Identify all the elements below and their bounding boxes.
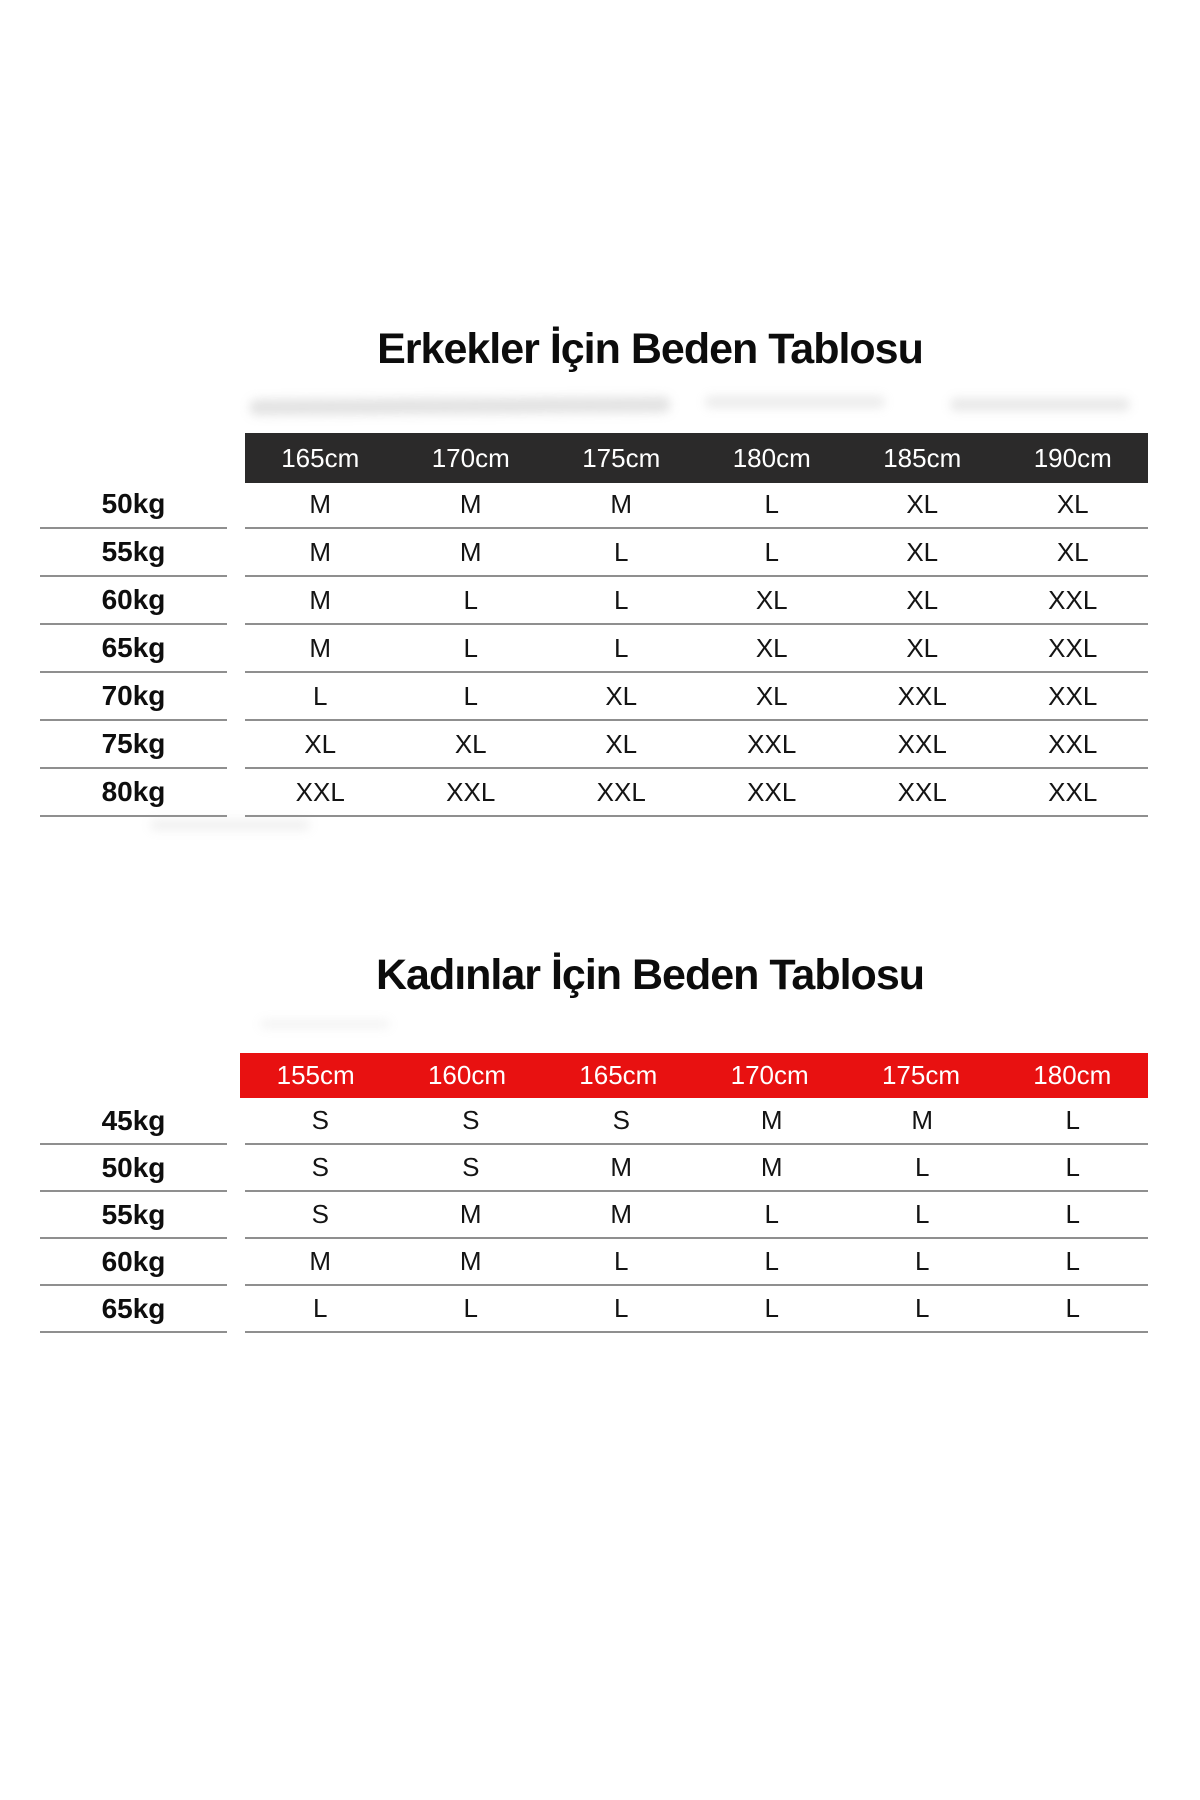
size-value: M (459, 488, 482, 519)
size-value: S (462, 1105, 480, 1135)
column-gap (227, 721, 245, 769)
size-value: XL (906, 488, 939, 519)
size-value: L (915, 1199, 930, 1229)
size-value: L (1065, 1246, 1080, 1276)
table-row (40, 577, 1148, 625)
women-table-header-row (240, 1053, 1148, 1098)
column-gap (227, 769, 245, 817)
size-value: XL (906, 536, 939, 567)
height-column-header: 185cm (883, 442, 962, 473)
size-value: XL (755, 680, 788, 711)
column-gap (227, 1239, 245, 1286)
size-value: L (764, 488, 779, 519)
height-column-header: 175cm (582, 442, 661, 473)
height-column-header: 170cm (730, 1060, 809, 1090)
weight-label: 65kg (40, 625, 227, 673)
column-gap (227, 625, 245, 673)
height-column-header: 165cm (281, 442, 360, 473)
size-value: M (610, 1152, 633, 1182)
weight-label: 70kg (40, 673, 227, 721)
size-value: L (463, 632, 478, 663)
size-value: XL (906, 584, 939, 615)
size-value: L (463, 680, 478, 711)
size-values (245, 1286, 1148, 1333)
weight-label: 55kg (40, 1192, 227, 1239)
weight-label: 55kg (40, 529, 227, 577)
size-value: M (610, 488, 633, 519)
table-row (40, 481, 1148, 529)
size-value: L (1065, 1105, 1080, 1135)
table-row (40, 1145, 1148, 1192)
size-value: XXL (596, 776, 646, 807)
size-value: L (1065, 1293, 1080, 1323)
watermark-smudge (250, 397, 670, 416)
column-gap (227, 1192, 245, 1239)
size-value: M (911, 1105, 934, 1135)
table-row (40, 529, 1148, 577)
size-value: L (614, 584, 629, 615)
size-values (245, 1239, 1148, 1286)
weight-label: 50kg (40, 1145, 227, 1192)
size-values (245, 673, 1148, 721)
column-gap (227, 1286, 245, 1333)
size-value: L (614, 1246, 629, 1276)
size-value: S (311, 1105, 329, 1135)
size-value: S (311, 1152, 329, 1182)
size-value: XXL (747, 776, 797, 807)
size-value: S (462, 1152, 480, 1182)
women-table-rows (40, 1098, 1148, 1333)
size-value: XXL (1048, 728, 1098, 759)
size-value: XL (755, 632, 788, 663)
height-column-header: 180cm (1033, 1060, 1112, 1090)
size-value: XXL (897, 728, 947, 759)
size-value: M (309, 584, 332, 615)
watermark-smudge (260, 1020, 390, 1028)
table-row (40, 721, 1148, 769)
weight-label: 60kg (40, 577, 227, 625)
size-value: XXL (747, 728, 797, 759)
size-value: XXL (1048, 632, 1098, 663)
men-table-rows (40, 481, 1148, 817)
size-value: L (915, 1246, 930, 1276)
size-value: XXL (897, 680, 947, 711)
height-column-header: 180cm (732, 442, 811, 473)
height-column-header: 170cm (431, 442, 510, 473)
size-value: M (459, 1246, 482, 1276)
size-value: S (612, 1105, 630, 1135)
size-value: XL (605, 728, 638, 759)
size-value: M (309, 536, 332, 567)
size-value: L (1065, 1152, 1080, 1182)
size-values (245, 1145, 1148, 1192)
size-value: L (463, 584, 478, 615)
size-value: XL (755, 584, 788, 615)
size-value: M (760, 1105, 783, 1135)
size-value: L (614, 1293, 629, 1323)
column-gap (227, 673, 245, 721)
size-value: M (309, 1246, 332, 1276)
table-row (40, 625, 1148, 673)
size-values (245, 481, 1148, 529)
size-value: XXL (1048, 584, 1098, 615)
size-value: XL (906, 632, 939, 663)
size-value: XXL (446, 776, 496, 807)
size-value: M (459, 1199, 482, 1229)
size-value: L (463, 1293, 478, 1323)
watermark-smudge (950, 398, 1130, 411)
size-value: M (309, 488, 332, 519)
size-value: L (313, 680, 328, 711)
weight-label: 45kg (40, 1098, 227, 1145)
table-row (40, 1192, 1148, 1239)
size-value: XL (1056, 488, 1089, 519)
size-value: XL (605, 680, 638, 711)
column-gap (227, 481, 245, 529)
table-row (40, 1286, 1148, 1333)
weight-label: 65kg (40, 1286, 227, 1333)
column-gap (227, 1145, 245, 1192)
size-value: L (915, 1152, 930, 1182)
size-value: XXL (295, 776, 345, 807)
size-values (245, 529, 1148, 577)
column-gap (227, 529, 245, 577)
size-value: L (915, 1293, 930, 1323)
size-value: L (313, 1293, 328, 1323)
weight-label: 60kg (40, 1239, 227, 1286)
size-values (245, 1192, 1148, 1239)
size-value: XXL (1048, 680, 1098, 711)
size-value: S (311, 1199, 329, 1229)
watermark-smudge (705, 396, 885, 408)
size-value: XXL (897, 776, 947, 807)
weight-label: 80kg (40, 769, 227, 817)
size-values (245, 1098, 1148, 1145)
size-value: XL (454, 728, 487, 759)
size-value: XL (1056, 536, 1089, 567)
watermark-smudge (150, 820, 310, 830)
size-value: L (614, 632, 629, 663)
height-column-header: 165cm (579, 1060, 658, 1090)
size-value: L (614, 536, 629, 567)
size-value: L (764, 1246, 779, 1276)
size-value: M (309, 632, 332, 663)
table-row (40, 769, 1148, 817)
women-table-title: Kadınlar İçin Beden Tablosu (375, 951, 925, 999)
size-value: L (1065, 1199, 1080, 1229)
size-value: XL (304, 728, 337, 759)
height-column-header: 175cm (881, 1060, 960, 1090)
size-value: L (764, 1199, 779, 1229)
size-value: M (459, 536, 482, 567)
height-column-header: 190cm (1033, 442, 1112, 473)
table-row (40, 1239, 1148, 1286)
size-values (245, 721, 1148, 769)
size-value: M (610, 1199, 633, 1229)
height-column-header: 155cm (276, 1060, 355, 1090)
height-column-header: 160cm (427, 1060, 507, 1090)
weight-label: 75kg (40, 721, 227, 769)
size-value: L (764, 536, 779, 567)
size-value: XXL (1048, 776, 1098, 807)
column-gap (227, 577, 245, 625)
size-values (245, 625, 1148, 673)
men-table-title: Erkekler İçin Beden Tablosu (377, 325, 923, 373)
column-gap (227, 1098, 245, 1145)
size-values (245, 769, 1148, 817)
size-value: L (764, 1293, 779, 1323)
size-value: M (760, 1152, 783, 1182)
weight-label: 50kg (40, 481, 227, 529)
men-table-header-row (245, 433, 1148, 483)
table-row (40, 1098, 1148, 1145)
table-row (40, 673, 1148, 721)
size-values (245, 577, 1148, 625)
